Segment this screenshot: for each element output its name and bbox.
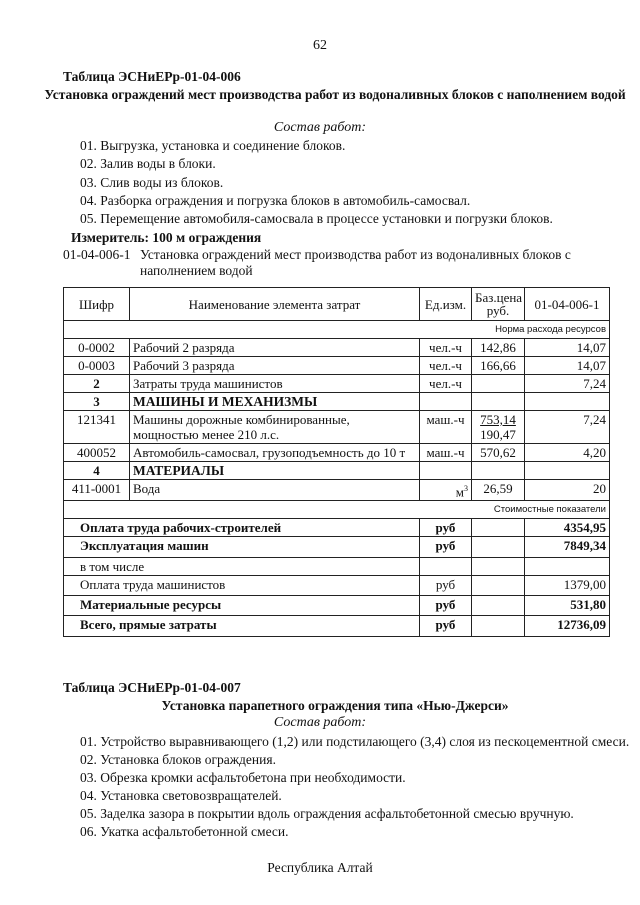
cost-unit: руб [420,596,472,616]
cost-unit: руб [420,616,472,637]
row-code: 400052 [64,444,130,462]
row-value: 14,07 [525,357,610,375]
cost-row [64,616,610,637]
table1-work-5: 05. Перемещение автомобиля-самосвала в процессе установки и погрузки блоков. [80,211,553,226]
row-code: 121341 [64,411,130,444]
row-price: 142,86 [472,339,525,357]
cost-unit: руб [420,576,472,596]
table1-measure: Измеритель: 100 м ограждения [71,230,262,245]
table1-work-3: 03. Слив воды из блоков. [80,175,224,190]
norma-label: Норма расхода ресурсов [64,321,610,339]
table-row [64,480,610,501]
header-name: Наименование элемента затрат [130,288,420,321]
cost-value: 7849,34 [525,537,610,558]
row-code: 2 [64,375,130,393]
cost-value: 4354,95 [525,519,610,537]
row-value: 7,24 [525,375,610,393]
table1-name: Таблица ЭСНиЕРр-01-04-006 [63,69,241,84]
row-name: Рабочий 2 разряда [130,339,420,357]
table2-work-4: 04. Установка световозвращателей. [80,788,282,803]
row-unit: маш.-ч [420,444,472,462]
page-footer: Республика Алтай [267,860,373,875]
table2-work-3: 03. Обрезка кромки асфальтобетона при необходимости. [80,770,406,785]
row-value: 7,24 [525,411,610,444]
cost-name: Оплата труда рабочих-строителей [64,519,420,537]
header-code: 01-04-006-1 [525,288,610,321]
table-header-row [64,288,610,321]
row-value: 4,20 [525,444,610,462]
cost-unit: руб [420,537,472,558]
cost-row [64,558,610,576]
table-row [64,357,610,375]
header-shifr: Шифр [64,288,130,321]
row-code: 3 [64,393,130,411]
cost-label-row [64,501,610,519]
row-name: Машины дорожные комбинированные, мощностью менее 210 л.с. [130,411,420,444]
cost-unit: руб [420,519,472,537]
resource-table [63,287,610,637]
table-row [64,411,610,444]
cost-name: Материальные ресурсы [64,596,420,616]
cost-row [64,576,610,596]
row-code: 0-0002 [64,339,130,357]
row-code: 411-0001 [64,480,130,501]
row-unit-sup: 3 [464,484,468,493]
table1-work-2: 02. Залив воды в блоки. [80,156,216,171]
cost-row [64,519,610,537]
header-unit: Ед.изм. [420,288,472,321]
table2-work-2: 02. Установка блоков ограждения. [80,752,276,767]
table2-title: Установка парапетного ограждения типа «Нью-Джерси» [161,698,509,713]
row-unit: м [455,484,464,500]
table2-name: Таблица ЭСНиЕРр-01-04-007 [63,680,241,695]
page-number: 62 [313,38,327,53]
table-row [64,444,610,462]
table1-code-desc-2: наполнением водой [140,263,253,278]
table1-sostav-label: Состав работ: [273,120,367,135]
table2-work-6: 06. Укатка асфальтобетонной смеси. [80,824,289,839]
cost-value: 531,80 [525,596,610,616]
row-price-bottom: 190,47 [480,427,516,442]
section-title: МАШИНЫ И МЕХАНИЗМЫ [130,393,420,411]
row-value: 14,07 [525,339,610,357]
cost-row [64,537,610,558]
row-unit: маш.-ч [420,411,472,444]
table2-work-5: 05. Заделка зазора в покрытии вдоль ограждения асфальтобетонной смесью вручную. [80,806,574,821]
norma-row [64,321,610,339]
section-title: МАТЕРИАЛЫ [130,462,420,480]
row-price: 166,66 [472,357,525,375]
table2-sostav-label: Состав работ: [273,715,367,730]
section-row [64,462,610,480]
table1-title: Установка ограждений мест производства работ из водоналивных блоков с наполнением водой [44,87,626,102]
row-value: 20 [525,480,610,501]
row-code: 0-0003 [64,357,130,375]
table1-code: 01-04-006-1 [63,247,131,262]
table-row [64,375,610,393]
table2-work-1: 01. Устройство выравнивающего (1,2) или подстилающего (3,4) слоя из пескоцементной смеси. [80,734,630,749]
row-unit: чел.-ч [420,375,472,393]
table1-code-desc-1: Установка ограждений мест производства работ из водоналивных блоков с [140,247,571,262]
cost-row [64,596,610,616]
cost-name: в том числе [64,558,420,576]
table1-work-4: 04. Разборка ограждения и погрузка блоков в автомобиль-самосвал. [80,193,471,208]
section-row [64,393,610,411]
cost-name: Оплата труда машинистов [64,576,420,596]
row-name: Автомобиль-самосвал, грузоподъемность до 10 т [130,444,420,462]
cost-name: Всего, прямые затраты [64,616,420,637]
header-price: Баз.цена руб. [472,288,525,321]
cost-value: 12736,09 [525,616,610,637]
row-name: Вода [130,480,420,501]
row-code: 4 [64,462,130,480]
table1-work-1: 01. Выгрузка, установка и соединение блоков. [80,138,346,153]
cost-name: Эксплуатация машин [64,537,420,558]
cost-value: 1379,00 [525,576,610,596]
row-unit: чел.-ч [420,357,472,375]
row-price: 26,59 [472,480,525,501]
row-unit: чел.-ч [420,339,472,357]
row-price-top: 753,14 [480,412,516,427]
row-price: 570,62 [472,444,525,462]
row-price [472,375,525,393]
row-name: Рабочий 3 разряда [130,357,420,375]
row-name: Затраты труда машинистов [130,375,420,393]
cost-label: Стоимостные показатели [64,501,610,519]
table-row [64,339,610,357]
